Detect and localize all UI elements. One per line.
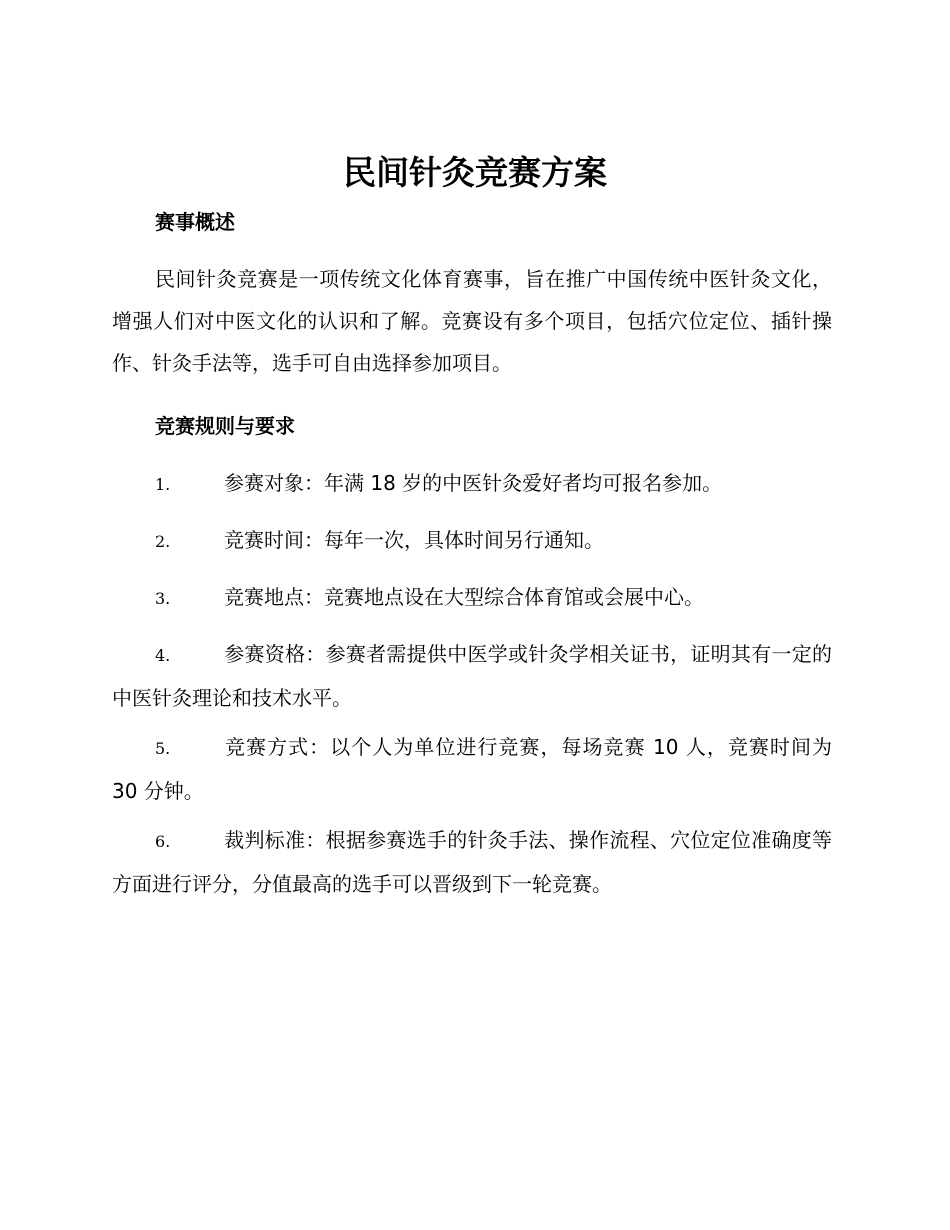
rule-item: [112, 519, 832, 563]
rule-number: 5.: [155, 739, 171, 758]
rule-text: 竞赛地点：竞赛地点设在大型综合体育馆或会展中心。: [224, 585, 704, 609]
overview-paragraph: 民间针灸竞赛是一项传统文化体育赛事，旨在推广中国传统中医针灸文化，增强人们对中医文化的认识和了解。竞赛设有多个项目，包括穴位定位、插针操作、针灸手法等，选手可自由选择参加项目。: [112, 267, 832, 375]
rule-number: 1.: [155, 475, 171, 494]
rule-item: [112, 462, 832, 506]
rule-number: 3.: [155, 589, 171, 608]
rule-number: 6.: [155, 832, 171, 851]
rule-item: [112, 633, 832, 719]
rule-item: [112, 819, 832, 905]
section-heading-overview: 赛事概述: [155, 210, 235, 234]
rule-text: 参赛资格：参赛者需提供中医学或针灸学相关证书，证明其有一定的中医针灸理论和技术水平。: [112, 642, 832, 710]
section-heading-rules: 竞赛规则与要求: [155, 414, 295, 438]
document-title: 民间针灸竞赛方案: [343, 153, 607, 192]
rule-number: 2.: [155, 532, 171, 551]
rule-text: 竞赛方式：以个人为单位进行竞赛，每场竞赛 10 人，竞赛时间为 30 分钟。: [112, 735, 832, 803]
rule-text: 参赛对象：年满 18 岁的中医针灸爱好者均可报名参加。: [224, 471, 723, 495]
rule-item: [112, 576, 832, 620]
rule-text: 竞赛时间：每年一次，具体时间另行通知。: [224, 528, 604, 552]
rule-number: 4.: [155, 646, 171, 665]
rule-item: [112, 726, 832, 812]
rule-text: 裁判标准：根据参赛选手的针灸手法、操作流程、穴位定位准确度等方面进行评分，分值最高的选手可以晋级到下一轮竞赛。: [112, 828, 832, 896]
